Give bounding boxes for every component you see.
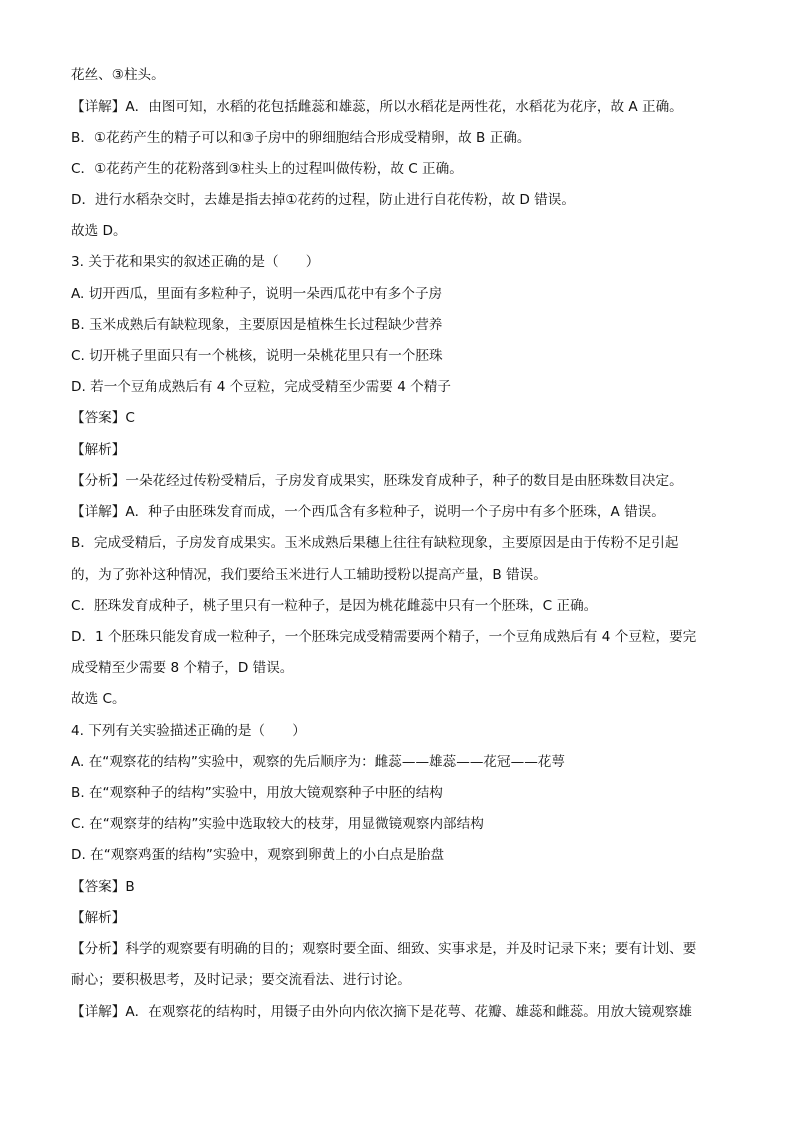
text-line: 成受精至少需要 8 个精子，D 错误。 <box>71 660 294 676</box>
text-line: C．胚珠发育成种子，桃子里只有一粒种子，是因为桃花雌蕊中只有一个胚珠，C 正确。 <box>71 598 598 614</box>
option-d: D. 若一个豆角成熟后有 4 个豆粒，完成受精至少需要 4 个精子 <box>71 379 451 395</box>
option-a: A. 切开西瓜，里面有多粒种子，说明一朵西瓜花中有多个子房 <box>71 286 443 302</box>
question-3-stem: 3. 关于花和果实的叙述正确的是（ ） <box>71 254 320 270</box>
text-line: 的，为了弥补这种情况，我们要给玉米进行人工辅助授粉以提高产量，B 错误。 <box>71 567 547 583</box>
analysis-label: 【解析】 <box>71 910 126 926</box>
text-line: 故选 D。 <box>71 223 127 239</box>
text-line: B．①花药产生的精子可以和③子房中的卵细胞结合形成受精卵，故 B 正确。 <box>71 130 531 146</box>
option-d: D. 在“观察鸡蛋的结构”实验中，观察到卵黄上的小白点是胎盘 <box>71 847 445 863</box>
option-c: C. 在“观察芽的结构”实验中选取较大的枝芽，用显微镜观察内部结构 <box>71 816 484 832</box>
text-line: 【详解】A．在观察花的结构时，用镊子由外向内依次摘下是花萼、花瓣、雄蕊和雌蕊。用放大镜观察雄 <box>71 1004 693 1020</box>
text-line: D．1 个胚珠只能发育成一粒种子，一个胚珠完成受精需要两个精子，一个豆角成熟后有 4 个豆粒，要完 <box>71 629 697 645</box>
option-a: A. 在“观察花的结构”实验中，观察的先后顺序为：雌蕊——雄蕊——花冠——花萼 <box>71 754 565 770</box>
answer-label: 【答案】C <box>71 410 135 426</box>
question-4-stem: 4. 下列有关实验描述正确的是（ ） <box>71 723 306 739</box>
text-line: B．完成受精后，子房发育成果实。玉米成熟后果穗上往往有缺粒现象，主要原因是由于传粉不足引起 <box>71 535 679 551</box>
analysis-label: 【解析】 <box>71 442 126 458</box>
option-c: C. 切开桃子里面只有一个桃核，说明一朵桃花里只有一个胚珠 <box>71 348 443 364</box>
option-b: B. 玉米成熟后有缺粒现象，主要原因是植株生长过程缺少营养 <box>71 317 443 333</box>
text-line: 【详解】A．由图可知，水稻的花包括雌蕊和雄蕊，所以水稻花是两性花，水稻花为花序，故 A 正确。 <box>71 99 683 115</box>
text-line: D．进行水稻杂交时，去雄是指去掉①花药的过程，防止进行自花传粉，故 D 错误。 <box>71 192 575 208</box>
answer-label: 【答案】B <box>71 879 135 895</box>
option-b: B. 在“观察种子的结构”实验中，用放大镜观察种子中胚的结构 <box>71 785 443 801</box>
text-line: 耐心；要积极思考，及时记录；要交流看法、进行讨论。 <box>71 972 411 988</box>
text-line: 故选 C。 <box>71 691 126 707</box>
text-line: 花丝、③柱头。 <box>71 67 165 83</box>
text-line: C．①花药产生的花粉落到③柱头上的过程叫做传粉，故 C 正确。 <box>71 161 463 177</box>
text-line: 【分析】科学的观察要有明确的目的；观察时要全面、细致、实事求是，并及时记录下来；要有计划、要 <box>71 941 697 957</box>
text-line: 【分析】一朵花经过传粉受精后，子房发育成果实，胚珠发育成种子，种子的数目是由胚珠数目决定。 <box>71 473 683 489</box>
text-line: 【详解】A．种子由胚珠发育而成，一个西瓜含有多粒种子，说明一个子房中有多个胚珠，A 错误。 <box>71 504 665 520</box>
